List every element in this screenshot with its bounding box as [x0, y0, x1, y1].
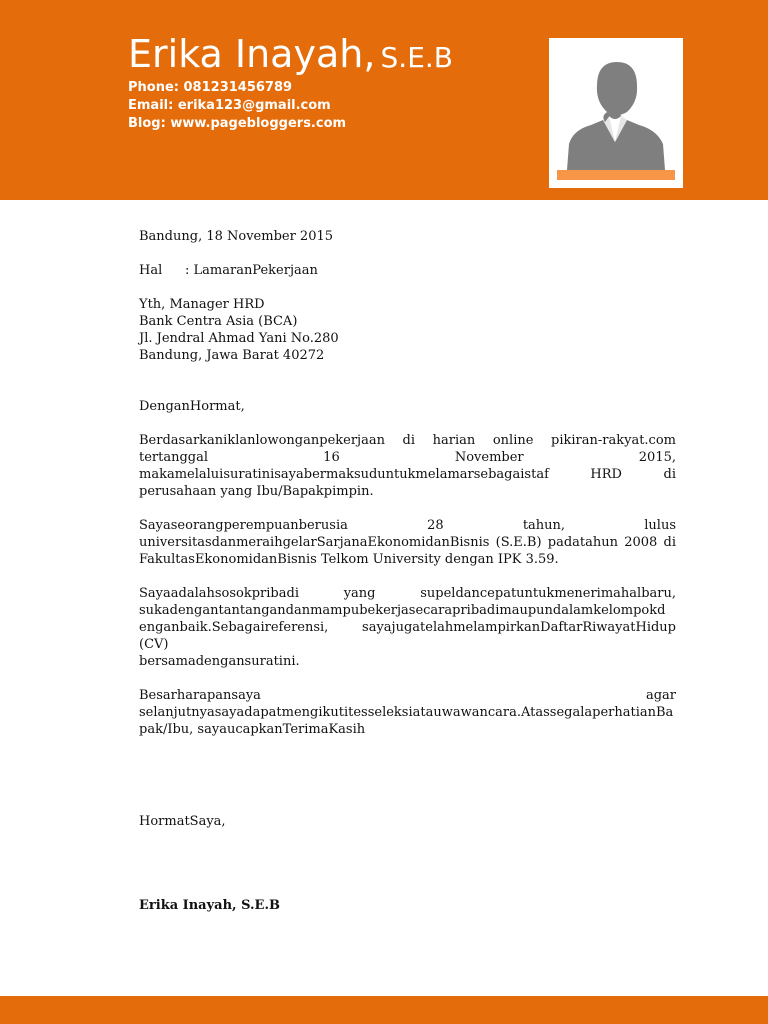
paragraph-line: Sayaseorangperempuanberusia 28 tahun, lulus: [139, 518, 676, 533]
contact-info: [128, 79, 346, 133]
recipient-line: Bank Centra Asia (BCA): [139, 314, 298, 329]
paragraph-line: bersamadengansuratini.: [139, 654, 300, 669]
footer-bar: [0, 996, 768, 1024]
recipient-line: Jl. Jendral Ahmad Yani No.280: [139, 331, 339, 346]
paragraph-line: Sayaadalahsosokpribadi yang supeldancepatuntukmenerimahalbaru,: [139, 586, 676, 601]
greeting: DenganHormat,: [139, 399, 245, 414]
place-date: Bandung, 18 November 2015: [139, 229, 334, 244]
applicant-name-main: Erika Inayah,: [128, 32, 376, 76]
recipient-line: Yth, Manager HRD: [139, 297, 265, 312]
subject-label: Hal: [139, 263, 163, 278]
recipient-line: Bandung, Jawa Barat 40272: [139, 348, 325, 363]
paragraph-1: [139, 432, 676, 500]
paragraph-line: pak/Ibu, sayaucapkanTerimaKasih: [139, 722, 366, 737]
subject-line: [139, 262, 676, 279]
paragraph-line: sukadengantantangandanmampubekerjasecarapribadimaupundalamkelompokd: [139, 603, 666, 618]
closing: HormatSaya,: [139, 814, 226, 829]
paragraph-4: [139, 687, 676, 738]
paragraph-line: perusahaan yang Ibu/Bapakpimpin.: [139, 484, 374, 499]
blog-line: Blog: www.pagebloggers.com: [128, 116, 347, 131]
applicant-degree: S.E.B: [380, 41, 453, 74]
photo-placeholder: [557, 46, 675, 180]
letter-body: [139, 228, 676, 914]
photo-frame: [549, 38, 683, 188]
paragraph-3: [139, 585, 676, 670]
paragraph-line: tertanggal 16 November 2015,: [139, 450, 676, 465]
paragraph-line: FakultasEkonomidanBisnis Telkom University dengan IPK 3.59.: [139, 552, 559, 567]
paragraph-line: makamelaluisuratinisayabermaksuduntukmelamarsebagaistaf HRD di: [139, 467, 676, 482]
paragraph-2: [139, 517, 676, 568]
phone-line: Phone: 081231456789: [128, 80, 293, 95]
header-banner: [0, 0, 768, 200]
subject-value: : LamaranPekerjaan: [185, 263, 318, 278]
paragraph-line: enganbaik.Sebagaireferensi, sayajugatelahmelampirkanDaftarRiwayatHidup (CV): [139, 620, 676, 652]
paragraph-line: Besarharapansaya agar: [139, 688, 676, 703]
applicant-name: [128, 32, 453, 76]
paragraph-line: selanjutnyasayadapatmengikutitesseleksiatauwawancara.AtassegalaperhatianBa: [139, 705, 674, 720]
person-silhouette-icon: [557, 46, 675, 180]
paragraph-line: Berdasarkaniklanlowonganpekerjaan di harian online pikiran-rakyat.com: [139, 433, 676, 448]
paragraph-line: universitasdanmeraihgelarSarjanaEkonomidanBisnis (S.E.B) padatahun 2008 di: [139, 535, 676, 550]
signer-name: Erika Inayah, S.E.B: [139, 898, 280, 913]
email-line: Email: erika123@gmail.com: [128, 98, 331, 113]
